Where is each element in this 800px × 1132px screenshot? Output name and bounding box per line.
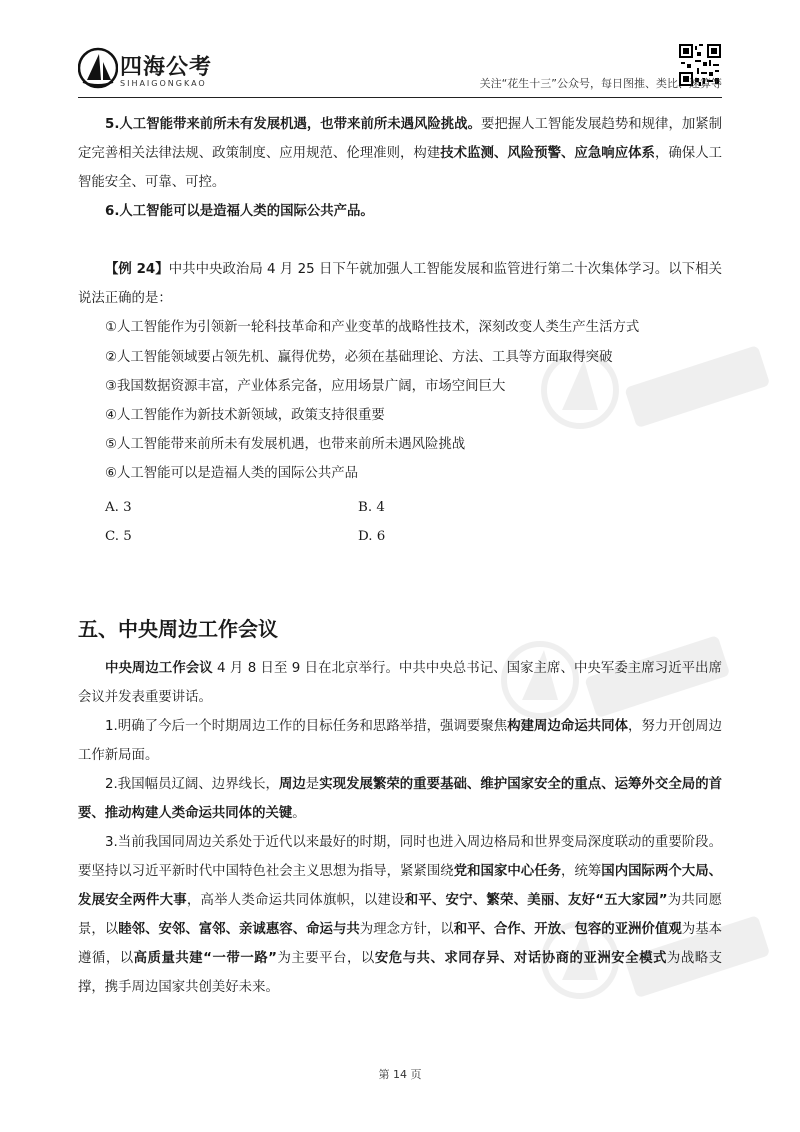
section-point-3-run: 国内国际两个大局、发展安全两件大事 — [78, 864, 723, 908]
example-statement: ②人工智能领域要占领先机、赢得优势，必须在基础理论、方法、工具等方面取得突破 — [105, 350, 613, 365]
brand-name: 四海公考 — [120, 55, 213, 80]
section-point-3 — [78, 828, 722, 1002]
point-5-text-end: ，确保人工智能安全、可靠、可控。 — [78, 146, 723, 190]
header-divider — [78, 97, 722, 98]
example-stem — [78, 255, 722, 313]
option-b: B. 4 — [358, 500, 385, 515]
example-label: 【例 24】 — [105, 262, 169, 277]
section-intro-text: 4 月 8 日至 9 日在北京举行。中共中央总书记、国家主席、中央军委主席习近平出席会议并发表重要讲话。 — [78, 661, 722, 705]
section-point-1-text-end: ，努力开创周边工作新局面。 — [78, 719, 722, 763]
section-point-2-bold-long: 实现发展繁荣的重要基础、维护国家安全的重点、运筹外交全局的首要、推动构建人类命运共同体的关键 — [78, 777, 723, 821]
section-point-3-run: 睦邻、安邻、富邻、亲诚惠容、命运与共 — [118, 922, 360, 937]
example-statement: ③我国数据资源丰富，产业体系完备，应用场景广阔，市场空间巨大 — [105, 379, 506, 394]
example-statement: ④人工智能作为新技术新领域，政策支持很重要 — [105, 408, 385, 423]
section-point-2-text-mid: 是 — [305, 777, 320, 792]
section-point-3-run: 为理念方针，以 — [359, 922, 454, 937]
section-point-3-run: 为主要平台，以 — [276, 951, 375, 966]
section-point-1-text: 1.明确了今后一个时期周边工作的目标任务和思路举措，强调要聚焦 — [105, 719, 508, 734]
point-5-paragraph — [78, 110, 722, 197]
point-6-paragraph — [78, 197, 722, 226]
section-point-3-run: 为战略支撑，携手周边国家共创美好未来。 — [78, 951, 723, 995]
section-point-1-bold: 构建周边命运共同体 — [507, 719, 629, 734]
example-question: 中共中央政治局 4 月 25 日下午就加强人工智能发展和监管进行第二十次集体学习。以下相关说法正确的是： — [78, 262, 722, 306]
sailboat-logo-icon — [78, 46, 118, 90]
point-5-emphasis: 技术监测、风险预警、应急响应体系 — [440, 146, 655, 161]
point-6-number: 6. — [105, 204, 120, 219]
section-point-3-run: 安危与共、求同存异、对话协商的亚洲安全模式 — [374, 951, 667, 966]
header-tagline: 关注“花生十三”公众号，每日图推、类比、速算等 — [479, 77, 722, 90]
section-point-2-text-end: 。 — [292, 806, 306, 821]
example-statement: ⑤人工智能带来前所未有发展机遇，也带来前所未遇风险挑战 — [105, 437, 466, 452]
page-header — [0, 0, 800, 100]
point-5-text: 要把握人工智能发展趋势和规律，加紧制定完善相关法律法规、政策制度、应用规范、伦理准则，构建 — [78, 117, 723, 161]
brand-subtitle: SIHAIGONGKAO — [120, 79, 207, 88]
section-point-3-run: 高质量共建“一带一路” — [133, 951, 277, 966]
section-point-1 — [78, 712, 722, 770]
point-5-number: 5. — [105, 117, 120, 132]
option-d: D. 6 — [358, 529, 386, 544]
example-statement: ⑥人工智能可以是造福人类的国际公共产品 — [105, 466, 359, 481]
point-6-heading: 人工智能可以是造福人类的国际公共产品。 — [119, 204, 374, 219]
section-intro-bold: 中央周边工作会议 — [105, 661, 213, 676]
section-point-3-run: 和平、合作、开放、包容的亚洲价值观 — [453, 922, 682, 937]
example-statement: ①人工智能作为引领新一轮科技革命和产业变革的战略性技术，深刻改变人类生产生活方式 — [105, 320, 640, 335]
section-point-3-run: 3.当前我国同周边关系处于近代以来最好的时期，同时也进入周边格局和世界变局深度联动的重要阶段。要坚持以习近平新时代中国特色社会主义思想为指导，紧紧围绕 — [78, 835, 722, 879]
section-point-3-run: 为共同愿景，以 — [78, 893, 723, 937]
section-point-2-bold: 周边 — [278, 777, 306, 792]
page-number: 第 14 页 — [378, 1068, 422, 1081]
section-intro — [78, 654, 722, 712]
section-point-3-run: 为基本遵循，以 — [78, 922, 723, 966]
option-c: C. 5 — [105, 529, 132, 544]
section-point-3-run: ，高举人类命运共同体旗帜，以建设 — [186, 893, 405, 908]
option-a: A. 3 — [105, 500, 132, 515]
section-heading: 五、中央周边工作会议 — [78, 617, 278, 641]
point-5-heading: 人工智能带来前所未有发展机遇，也带来前所未遇风险挑战。 — [119, 117, 481, 132]
section-point-2 — [78, 770, 722, 828]
section-point-2-text: 2.我国幅员辽阔、边界线长， — [105, 777, 279, 792]
section-point-3-run: ，统筹 — [561, 864, 602, 879]
section-point-3-run: 和平、安宁、繁荣、美丽、友好“五大家园” — [404, 893, 668, 908]
section-point-3-run: 党和国家中心任务 — [453, 864, 562, 879]
